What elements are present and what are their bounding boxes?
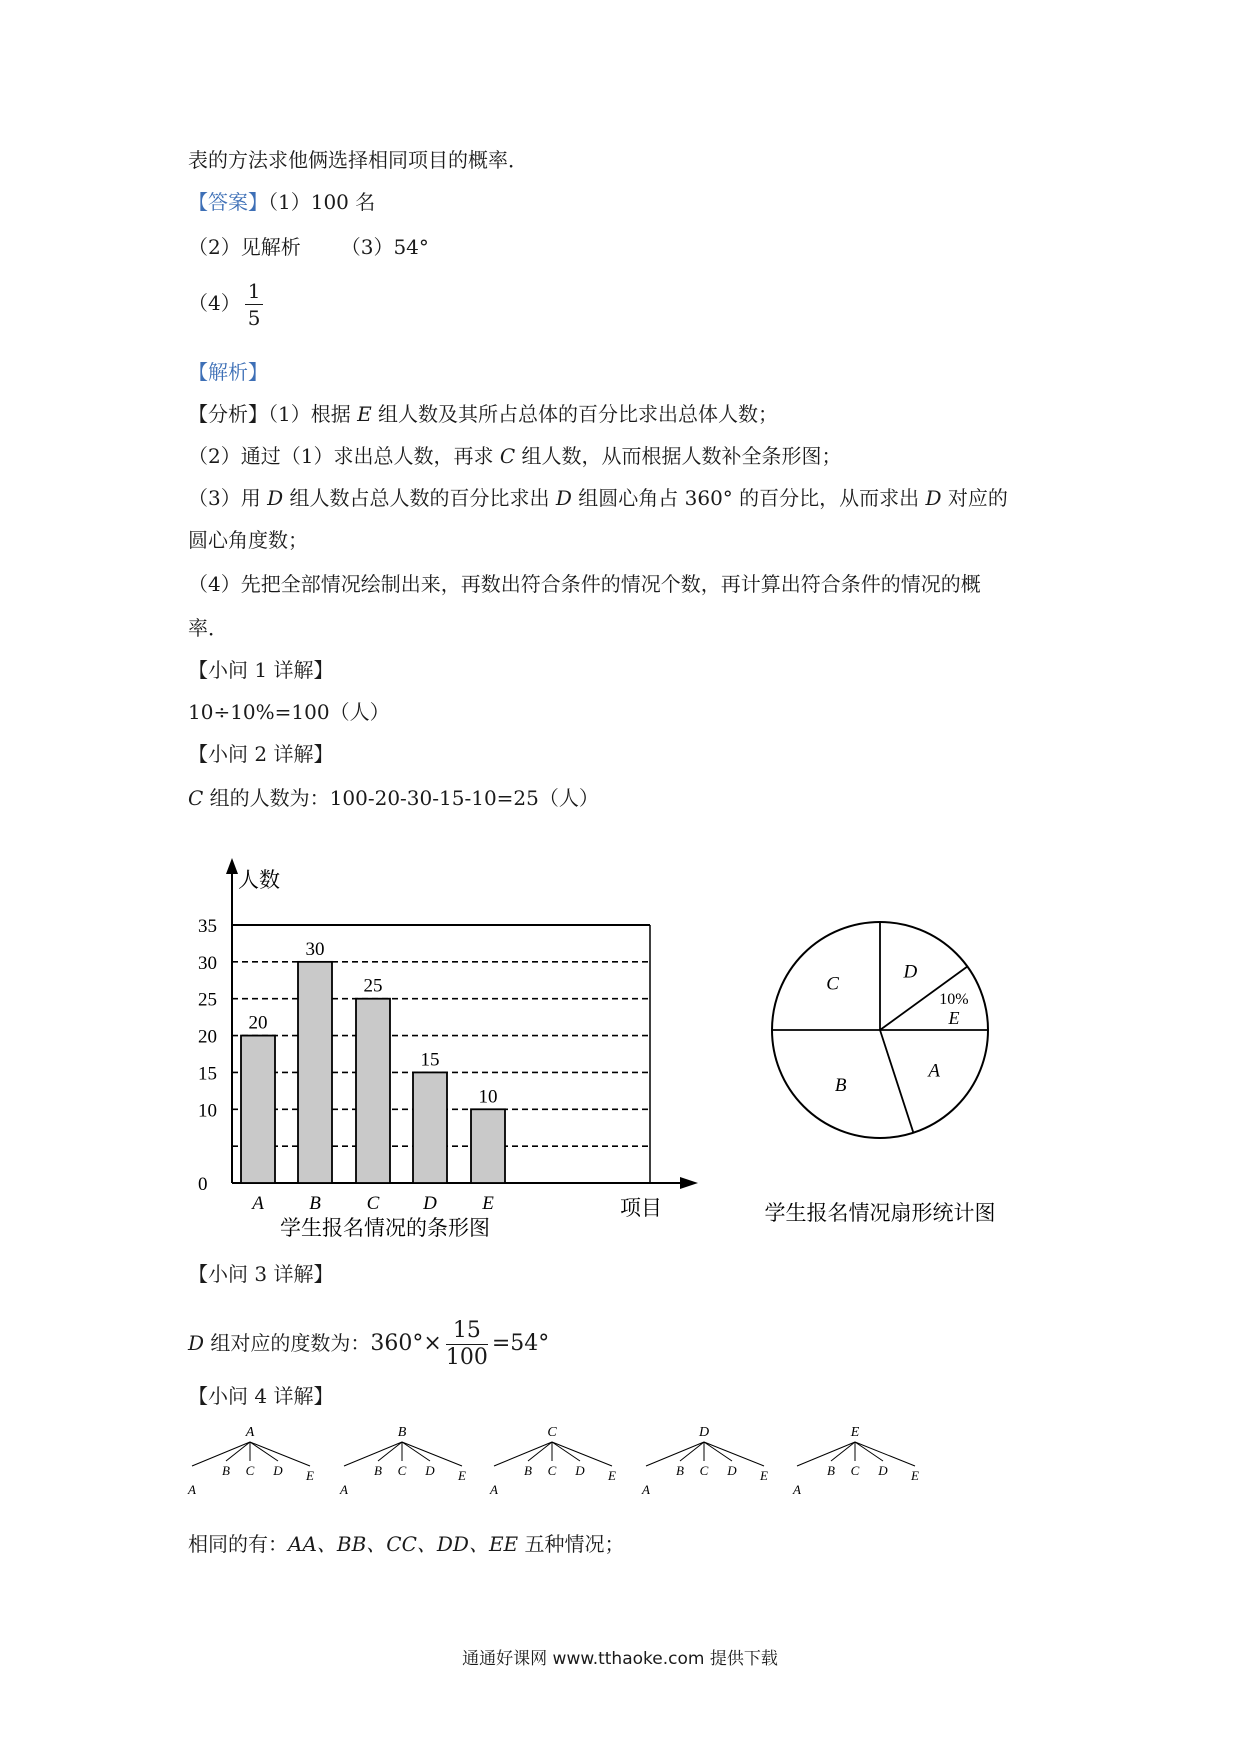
q2-c: C bbox=[188, 786, 204, 810]
bar-D bbox=[413, 1072, 447, 1183]
tree-leaf-E: E bbox=[760, 1468, 768, 1483]
q1-formula: 10÷10%=100（人） bbox=[188, 700, 390, 724]
pie-chart bbox=[740, 890, 1040, 1240]
bar-chart-title: 学生报名情况的条形图 bbox=[280, 1216, 490, 1240]
tree-branch bbox=[646, 1442, 704, 1466]
analysis-p3 bbox=[188, 484, 1008, 512]
answer-line-1 bbox=[188, 188, 375, 216]
tree-leaf-E: E bbox=[911, 1468, 919, 1483]
tree-branch bbox=[528, 1442, 552, 1461]
tree-branch bbox=[344, 1442, 402, 1466]
bar-value-label: 10 bbox=[478, 1086, 498, 1108]
bar-C bbox=[356, 999, 390, 1183]
analysis-p2-c: C bbox=[499, 444, 516, 468]
pie-annotation-E: 10% bbox=[939, 990, 969, 1008]
y-tick-label: 30 bbox=[198, 952, 217, 974]
pie-chart-title: 学生报名情况扇形统计图 bbox=[764, 1201, 996, 1225]
bar-A bbox=[241, 1036, 275, 1183]
tree-root-E: E bbox=[850, 1425, 860, 1440]
q3-text: 组对应的度数为： bbox=[204, 1331, 371, 1355]
y-tick-label: 0 bbox=[198, 1174, 208, 1195]
analysis-p3-d3: D bbox=[925, 486, 942, 510]
analysis-p1 bbox=[188, 400, 778, 428]
tree-leaf-D: D bbox=[727, 1463, 737, 1478]
tree-leaf-B: B bbox=[374, 1463, 382, 1478]
pie-label-A: A bbox=[928, 1060, 940, 1082]
tree-branch bbox=[378, 1442, 402, 1461]
y-tick-label: 25 bbox=[198, 989, 217, 1011]
q3-lhs: 360°× bbox=[370, 1331, 442, 1356]
tree-leaf-E: E bbox=[306, 1468, 314, 1483]
q1-title: 【小问 1 详解】 bbox=[188, 658, 334, 682]
tree-leaf-E: E bbox=[608, 1468, 616, 1483]
tree-leaf-D: D bbox=[425, 1463, 435, 1478]
analysis-p2-b: 组人数，从而根据人数补全条形图； bbox=[515, 444, 842, 468]
tree-branch bbox=[797, 1442, 855, 1466]
analysis-p3-d: 对应的 bbox=[941, 486, 1008, 510]
analysis-p4: （4）先把全部情况绘制出来，再数出符合条件的情况个数，再计算出符合条件的情况的概 bbox=[188, 572, 981, 596]
answer-4-denominator: 5 bbox=[247, 306, 261, 330]
y-tick-label: 20 bbox=[198, 1026, 217, 1048]
y-tick-label: 35 bbox=[198, 916, 217, 937]
tree-branch bbox=[494, 1442, 552, 1466]
tree-layer bbox=[187, 1425, 919, 1497]
q2-title: 【小问 2 详解】 bbox=[188, 742, 334, 766]
pie-label-B: B bbox=[834, 1075, 847, 1097]
tree-leaf-C: C bbox=[547, 1463, 557, 1478]
bar-value-label: 30 bbox=[305, 938, 325, 960]
analysis-p1-e: E bbox=[357, 402, 372, 426]
q4-same bbox=[188, 1530, 625, 1558]
x-tick-label: C bbox=[366, 1193, 380, 1214]
q2-line bbox=[188, 784, 599, 812]
tree-branch bbox=[192, 1442, 250, 1466]
tree-leaf-D: D bbox=[575, 1463, 585, 1478]
tree-root-D: D bbox=[698, 1425, 710, 1440]
tree-leaf-A: A bbox=[642, 1482, 650, 1497]
analysis-p4-cont: 率． bbox=[188, 616, 228, 640]
q3-d: D bbox=[188, 1331, 205, 1355]
answer-line-2 bbox=[188, 233, 429, 261]
bar-layer bbox=[198, 858, 698, 1240]
y-tick-label: 10 bbox=[198, 1100, 217, 1122]
bar-value-label: 15 bbox=[420, 1049, 440, 1071]
intro-tail: 表的方法求他俩选择相同项目的概率． bbox=[188, 148, 528, 172]
tree-leaf-E: E bbox=[458, 1468, 466, 1483]
q3-denominator: 100 bbox=[445, 1345, 488, 1370]
y-tick-label: 15 bbox=[198, 1063, 217, 1085]
bar-E bbox=[471, 1109, 505, 1183]
analysis-p1-b: 组人数及其所占总体的百分比求出总体人数； bbox=[371, 402, 779, 426]
q3-fraction bbox=[446, 1318, 488, 1371]
analysis-p1-a: 【分析】（1）根据 bbox=[188, 402, 358, 426]
tree-leaf-C: C bbox=[245, 1463, 255, 1478]
q4-title: 【小问 4 详解】 bbox=[188, 1384, 334, 1408]
bar-value-label: 20 bbox=[248, 1012, 268, 1034]
q2-text: 组的人数为：100-20-30-15-10=25（人） bbox=[203, 786, 599, 810]
analysis-p3-c: 组圆心角占 360° 的百分比，从而求出 bbox=[571, 486, 926, 510]
tree-leaf-A: A bbox=[490, 1482, 498, 1497]
answer-4-fraction bbox=[245, 278, 264, 331]
bar-B bbox=[298, 962, 332, 1183]
tree-leaf-C: C bbox=[850, 1463, 860, 1478]
tree-leaf-B: B bbox=[524, 1463, 532, 1478]
pie-label-C: C bbox=[826, 973, 839, 995]
answer-1: （1）100 名 bbox=[268, 190, 376, 214]
tree-leaf-D: D bbox=[878, 1463, 888, 1478]
tree-diagrams bbox=[190, 1420, 1040, 1510]
x-tick-label: E bbox=[482, 1193, 494, 1214]
bar-value-label: 25 bbox=[363, 975, 383, 997]
answer-4-numerator: 1 bbox=[245, 278, 264, 305]
footer: 通通好课网 www.tthaoke.com 提供下载 bbox=[462, 1649, 778, 1669]
tree-leaf-B: B bbox=[676, 1463, 684, 1478]
tree-root-A: A bbox=[245, 1425, 255, 1440]
tree-leaf-C: C bbox=[397, 1463, 407, 1478]
q3-rhs: =54° bbox=[491, 1331, 550, 1356]
answer-4-prefix: （4） bbox=[188, 291, 241, 315]
q4-same-a: 相同的有： bbox=[188, 1532, 288, 1556]
analysis-p3-a: （3）用 bbox=[188, 486, 268, 510]
analysis-p3-cont: 圆心角度数； bbox=[188, 528, 308, 552]
y-axis-label: 人数 bbox=[238, 868, 280, 892]
tree-branch bbox=[831, 1442, 855, 1461]
q3-line bbox=[188, 1318, 549, 1371]
tree-leaf-D: D bbox=[273, 1463, 283, 1478]
tree-leaf-A: A bbox=[793, 1482, 801, 1497]
analysis-p2-a: （2）通过（1）求出总人数，再求 bbox=[188, 444, 500, 468]
x-tick-label: A bbox=[252, 1193, 264, 1214]
tree-root-C: C bbox=[547, 1425, 557, 1440]
analysis-p3-d2: D bbox=[555, 486, 572, 510]
answer-3: （3）54° bbox=[340, 235, 429, 259]
analysis-p2 bbox=[188, 442, 841, 470]
analysis-tag: 【解析】 bbox=[188, 360, 268, 384]
x-axis-arrow bbox=[680, 1177, 698, 1189]
x-axis-label: 项目 bbox=[620, 1196, 662, 1220]
tree-branch bbox=[226, 1442, 250, 1461]
tree-leaf-C: C bbox=[699, 1463, 709, 1478]
answer-tag: 【答案】 bbox=[188, 190, 268, 214]
bar-chart bbox=[190, 840, 730, 1240]
answer-2: （2）见解析 bbox=[188, 235, 301, 259]
analysis-p3-d1: D bbox=[267, 486, 284, 510]
pie-layer bbox=[765, 922, 996, 1225]
tree-leaf-A: A bbox=[188, 1482, 196, 1497]
y-axis-arrow bbox=[226, 858, 238, 874]
pie-label-E: E bbox=[948, 1007, 960, 1028]
x-tick-label: B bbox=[309, 1193, 321, 1214]
q3-numerator: 15 bbox=[446, 1318, 488, 1345]
q3-title: 【小问 3 详解】 bbox=[188, 1262, 334, 1286]
tree-root-B: B bbox=[397, 1425, 407, 1440]
tree-leaf-B: B bbox=[827, 1463, 835, 1478]
x-tick-label: D bbox=[423, 1193, 437, 1214]
q4-same-b: 五种情况； bbox=[518, 1532, 625, 1556]
answer-line-4 bbox=[188, 278, 267, 331]
pie-label-D: D bbox=[903, 961, 918, 983]
tree-leaf-A: A bbox=[340, 1482, 348, 1497]
q4-same-list: AA、BB、CC、DD、EE bbox=[288, 1532, 519, 1556]
tree-leaf-B: B bbox=[222, 1463, 230, 1478]
analysis-p3-b: 组人数占总人数的百分比求出 bbox=[283, 486, 556, 510]
tree-branch bbox=[680, 1442, 704, 1461]
